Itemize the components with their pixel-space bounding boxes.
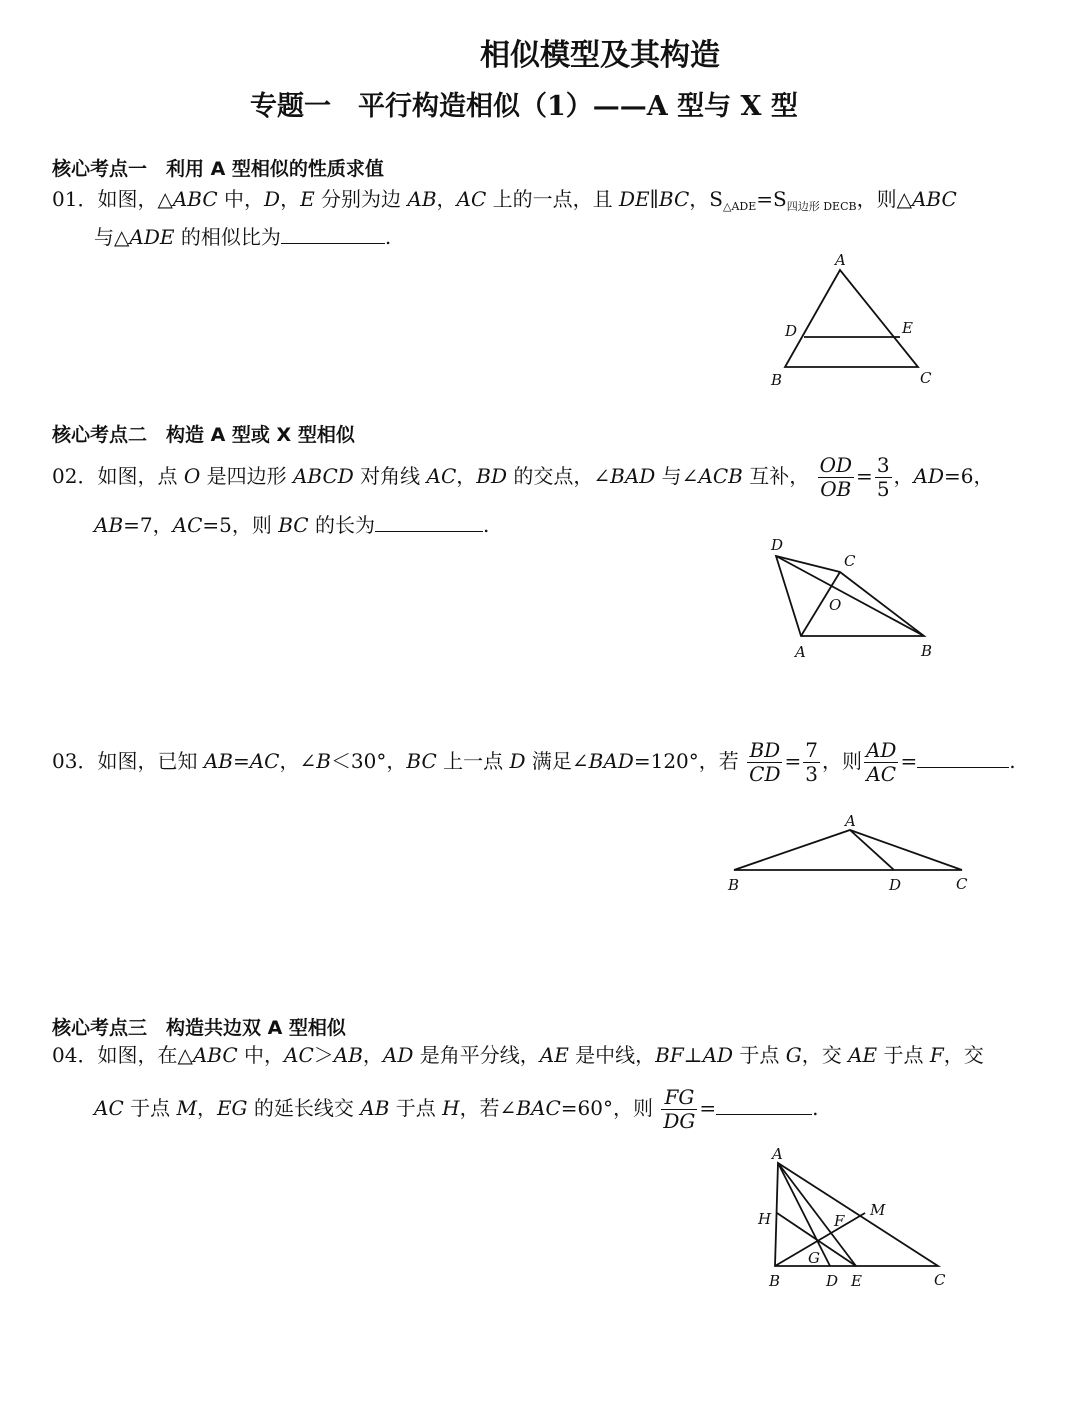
text: ＜30°， bbox=[330, 749, 407, 773]
text: 是中线， bbox=[568, 1043, 656, 1067]
text: ，交 bbox=[801, 1043, 849, 1067]
text: 上一点 bbox=[436, 749, 510, 773]
math: M bbox=[176, 1096, 197, 1120]
math: D bbox=[264, 187, 281, 211]
math: E bbox=[300, 187, 315, 211]
section-heading-2: 核心考点二 构造 A 型或 X 型相似 bbox=[52, 424, 355, 446]
text: 于点 bbox=[389, 1096, 443, 1120]
text: = bbox=[856, 464, 873, 488]
fraction-od-ob: $\frac{OD}{OB}$ bbox=[819, 453, 853, 501]
math: BAC bbox=[516, 1096, 561, 1120]
text: ，则 bbox=[821, 749, 862, 773]
text: 与△ bbox=[94, 225, 130, 249]
label-a: A bbox=[835, 251, 846, 269]
text: 互补， bbox=[742, 464, 810, 488]
math: AB bbox=[203, 749, 233, 773]
text: = bbox=[699, 1096, 717, 1120]
math: ABC bbox=[911, 187, 957, 211]
math: D bbox=[509, 749, 526, 773]
label-d: D bbox=[889, 876, 902, 894]
label-c: C bbox=[956, 875, 968, 893]
math: AD bbox=[382, 1043, 414, 1067]
text: 如图，已知 bbox=[97, 749, 204, 773]
label-d: D bbox=[785, 322, 798, 340]
math: G bbox=[785, 1043, 802, 1067]
fraction-value: $\frac{7}{3}$ bbox=[805, 738, 818, 786]
label-f: F bbox=[834, 1212, 845, 1230]
text: 的延长线交 bbox=[247, 1096, 361, 1120]
text: ， bbox=[456, 464, 477, 488]
text: ＞ bbox=[313, 1043, 334, 1067]
math: AC bbox=[284, 1043, 314, 1067]
text: =6， bbox=[944, 464, 994, 488]
text: 于点 bbox=[733, 1043, 786, 1067]
label-a: A bbox=[845, 812, 856, 830]
text: ， bbox=[280, 187, 301, 211]
fraction-ad-ac: $\frac{AD}{AC}$ bbox=[865, 738, 897, 786]
text: =7， bbox=[123, 513, 173, 537]
text: ， bbox=[436, 187, 457, 211]
text: . bbox=[482, 513, 490, 537]
math: DE bbox=[619, 187, 650, 211]
text: 于点 bbox=[123, 1096, 177, 1120]
math: F bbox=[929, 1043, 944, 1067]
triangle-abc bbox=[775, 1163, 938, 1266]
text: 于点 bbox=[877, 1043, 930, 1067]
fraction-fg-dg: $\frac{FG}{DG}$ bbox=[663, 1085, 696, 1133]
label-g: G bbox=[808, 1249, 820, 1267]
text: =S bbox=[756, 187, 787, 211]
bisector-ad bbox=[778, 1163, 830, 1266]
math: BAD bbox=[610, 464, 656, 488]
text: 如图，△ bbox=[97, 187, 173, 211]
text: = bbox=[232, 749, 250, 773]
math: AC bbox=[249, 749, 280, 773]
text: ， bbox=[893, 464, 914, 488]
label-c: C bbox=[844, 552, 856, 570]
text: 对角线 bbox=[353, 464, 427, 488]
math: EG bbox=[216, 1096, 248, 1120]
math: AB bbox=[360, 1096, 390, 1120]
text: 中， bbox=[217, 187, 265, 211]
text: . bbox=[1009, 749, 1016, 773]
subscript: 四边形 DECB bbox=[786, 200, 857, 213]
math: BC bbox=[278, 513, 309, 537]
label-c: C bbox=[934, 1271, 946, 1289]
math: H bbox=[442, 1096, 460, 1120]
text: 满足∠ bbox=[525, 749, 589, 773]
text: 的长为 bbox=[308, 513, 375, 537]
label-b: B bbox=[769, 1272, 781, 1290]
math: AC bbox=[456, 187, 487, 211]
text: =5，则 bbox=[202, 513, 279, 537]
text: ， bbox=[362, 1043, 383, 1067]
question-number: 02． bbox=[52, 464, 98, 488]
math: BF bbox=[655, 1043, 684, 1067]
label-m: M bbox=[870, 1201, 886, 1219]
question-number: 01． bbox=[52, 187, 98, 211]
label-d: D bbox=[771, 536, 784, 554]
text: 上的一点，且 bbox=[486, 187, 620, 211]
text: 与∠ bbox=[655, 464, 699, 488]
math: AE bbox=[848, 1043, 878, 1067]
text: =60°，则 bbox=[560, 1096, 653, 1120]
text: = bbox=[784, 749, 802, 773]
section-heading-3: 核心考点三 构造共边双 A 型相似 bbox=[52, 1017, 346, 1039]
math: AC bbox=[94, 1096, 124, 1120]
text: 中， bbox=[237, 1043, 285, 1067]
math: BAD bbox=[588, 749, 634, 773]
label-c: C bbox=[920, 369, 932, 387]
text: =120°，若 bbox=[633, 749, 739, 773]
label-d: D bbox=[826, 1272, 839, 1290]
page-title: 相似模型及其构造 bbox=[480, 38, 720, 73]
math: AB bbox=[407, 187, 437, 211]
math: AC bbox=[172, 513, 203, 537]
text: ，S bbox=[689, 187, 723, 211]
text: 是四边形 bbox=[200, 464, 293, 488]
text: ， bbox=[196, 1096, 217, 1120]
label-b: B bbox=[921, 642, 933, 660]
math: AD bbox=[913, 464, 945, 488]
math: BC bbox=[658, 187, 690, 211]
question-number: 04． bbox=[52, 1043, 98, 1067]
text: 的交点，∠ bbox=[507, 464, 611, 488]
math: ABCD bbox=[292, 464, 354, 488]
question-number: 03． bbox=[52, 749, 98, 773]
text: = bbox=[900, 749, 918, 773]
label-a: A bbox=[795, 643, 806, 661]
label-e: E bbox=[851, 1272, 862, 1290]
perp-symbol: ⊥ bbox=[683, 1043, 703, 1067]
math: AB bbox=[333, 1043, 363, 1067]
label-b: B bbox=[728, 876, 740, 894]
text: ，∠ bbox=[279, 749, 317, 773]
page-subtitle: 专题一 平行构造相似（1）——A 型与 X 型 bbox=[250, 91, 798, 122]
math: O bbox=[183, 464, 201, 488]
math: ACB bbox=[698, 464, 743, 488]
text: 是角平分线， bbox=[413, 1043, 540, 1067]
text: 如图，点 bbox=[97, 464, 184, 488]
math: BC bbox=[406, 749, 437, 773]
label-e: E bbox=[902, 319, 913, 337]
section-heading-1: 核心考点一 利用 A 型相似的性质求值 bbox=[52, 158, 384, 180]
text: 的相似比为 bbox=[174, 225, 281, 249]
math: ABC bbox=[172, 187, 218, 211]
text: . bbox=[812, 1096, 819, 1120]
fraction-value: $\frac{3}{5}$ bbox=[876, 453, 890, 501]
math: AD bbox=[702, 1043, 734, 1067]
text: ，若∠ bbox=[459, 1096, 517, 1120]
math: B bbox=[316, 749, 331, 773]
label-a: A bbox=[772, 1145, 783, 1163]
parallel-symbol: ∥ bbox=[649, 187, 659, 211]
math: AC bbox=[426, 464, 457, 488]
math: BD bbox=[476, 464, 507, 488]
label-o: O bbox=[829, 596, 842, 614]
math: AE bbox=[539, 1043, 569, 1067]
label-b: B bbox=[771, 371, 783, 389]
fraction-bd-cd: $\frac{BD}{CD}$ bbox=[749, 738, 781, 786]
math: ADE bbox=[129, 225, 175, 249]
label-h: H bbox=[758, 1210, 772, 1228]
math: ABC bbox=[192, 1043, 238, 1067]
text: ，交 bbox=[943, 1043, 984, 1067]
math: AB bbox=[94, 513, 124, 537]
subscript: △ADE bbox=[722, 200, 757, 213]
text: ，则△ bbox=[856, 187, 912, 211]
text: 分别为边 bbox=[314, 187, 408, 211]
text: . bbox=[384, 225, 392, 249]
text: 如图，在△ bbox=[97, 1043, 193, 1067]
